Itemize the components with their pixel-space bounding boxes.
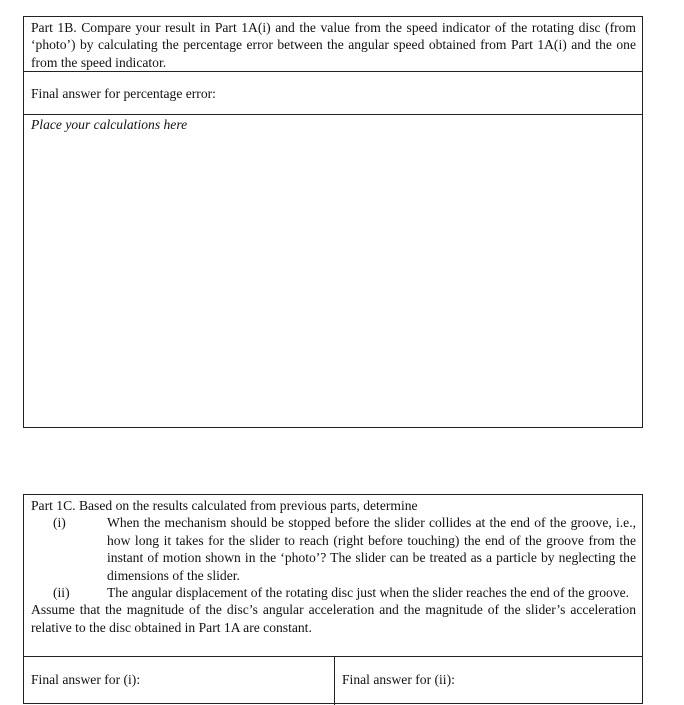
final-answer-ii-field[interactable]	[335, 657, 642, 705]
calculations-placeholder: Place your calculations here	[31, 117, 188, 132]
percentage-error-label: Final answer for percentage error:	[31, 86, 216, 101]
percentage-error-answer-field[interactable]	[24, 72, 642, 115]
final-answer-i-label: Final answer for (i):	[31, 672, 141, 687]
list-item	[31, 584, 636, 601]
part-1c-assumption: Assume that the magnitude of the disc’s angular acceleration and the magnitude of the slider’s acceleration relative to the disc obtained in Part 1A are constant.	[31, 602, 636, 635]
final-answer-i-field[interactable]	[24, 657, 335, 705]
final-answer-ii-label: Final answer for (ii):	[342, 672, 455, 687]
part-1c-intro: Part 1C. Based on the results calculated from previous parts, determine	[31, 498, 418, 513]
calculations-area[interactable]	[24, 115, 642, 427]
list-item	[31, 514, 636, 584]
part-1b-prompt: Part 1B. Compare your result in Part 1A(i) and the value from the speed indicator of the rotating disc (from ‘photo’) by calculating the percentage error between the angular speed obtained from Part 1A(i) and the one from the speed indicator.	[24, 17, 642, 72]
part-1b-table	[23, 16, 643, 428]
item-number: (i)	[53, 515, 66, 531]
item-number: (ii)	[53, 585, 70, 601]
part-1c-table	[23, 494, 643, 704]
part-1c-final-answers	[24, 657, 642, 705]
item-text: The angular displacement of the rotating disc just when the slider reaches the end of the groove.	[107, 585, 630, 601]
item-text: When the mechanism should be stopped before the slider collides at the end of the groove, i.e., how long it takes for the slider to reach (right before touching) the end of the groove from the instant of motion shown in the ‘photo’? The slider can be treated as a particle by neglecting the dimensions of the slider.	[107, 515, 636, 583]
part-1c-prompt	[24, 495, 642, 657]
